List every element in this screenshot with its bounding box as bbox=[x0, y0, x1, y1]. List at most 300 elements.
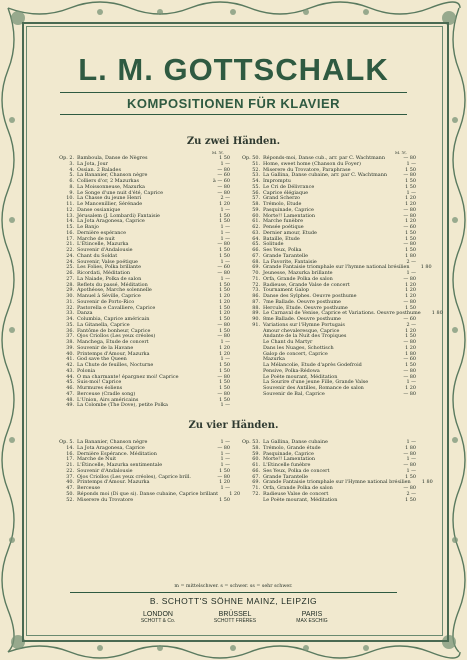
work-title: Apothéose, Marche solennelle bbox=[77, 287, 152, 294]
opus-number: 47. bbox=[66, 390, 74, 397]
work-title: Grande Fantaisie triomphale sur l'hymne national brésilien bbox=[263, 264, 410, 271]
opus-number: 56. bbox=[252, 189, 260, 196]
work-title: La Jota Aragonesa, Caprice bbox=[77, 444, 145, 451]
price: — 80 bbox=[403, 367, 416, 374]
opus-number: 37. bbox=[66, 333, 74, 340]
opus-number: 52. bbox=[252, 166, 260, 173]
work-title: Trémolo, Grande étude bbox=[263, 444, 321, 451]
price: 2 — bbox=[220, 195, 230, 202]
work-title: Manchega, Etude de concert bbox=[77, 339, 149, 345]
price: 1 50 bbox=[219, 281, 230, 288]
city-block bbox=[120, 611, 196, 624]
price: — 60 bbox=[403, 356, 416, 363]
price: 1 — bbox=[220, 339, 230, 345]
price: 1 — bbox=[220, 258, 230, 265]
divider bbox=[70, 592, 397, 593]
price: — 80 bbox=[403, 339, 416, 345]
work-title: Solitude bbox=[263, 241, 284, 248]
work-title: Les Folies, Polka brillante bbox=[77, 264, 142, 271]
work-title: Souvenir, Valse poétique bbox=[77, 258, 138, 265]
price: — 80 bbox=[217, 183, 230, 190]
price: — 80 bbox=[403, 212, 416, 219]
opus-number: 3. bbox=[69, 160, 74, 167]
opus-number: 41. bbox=[66, 356, 74, 363]
work-title: 8me Ballade. Oeuvre posthume bbox=[263, 316, 341, 322]
price: — 80 bbox=[403, 275, 416, 282]
work-title: Le Poète mourant, Méditation bbox=[263, 496, 338, 503]
price: 1 80 bbox=[431, 310, 443, 317]
price: 1 50 bbox=[219, 155, 230, 161]
work-title: Ricordati, Méditation bbox=[77, 270, 131, 276]
price: — 80 bbox=[217, 321, 230, 328]
opus-number: 6. bbox=[69, 178, 74, 184]
work-title: Réponds moi (Di que si). Danse cubaine, Caprice brillant bbox=[77, 490, 219, 497]
price: 1 20 bbox=[405, 201, 416, 207]
price: 1 50 bbox=[405, 183, 416, 190]
opus-number: 32. bbox=[66, 304, 74, 311]
work-title: Amour chevaleresque, Caprice bbox=[263, 327, 340, 334]
opus-number: Op. 53. bbox=[241, 439, 260, 445]
opus-number: 66. bbox=[252, 467, 260, 474]
opus-number: 17. bbox=[66, 456, 74, 463]
opus-number: 60. bbox=[252, 456, 260, 463]
price: 1 50 bbox=[405, 247, 416, 253]
work-title: Souvenir de la Havane bbox=[77, 344, 134, 351]
work-title: Berceuse bbox=[77, 485, 101, 491]
work-title: Radieuse, Grande Valse de concert bbox=[263, 281, 350, 288]
price: — 80 bbox=[217, 444, 230, 451]
opus-number: 86. bbox=[252, 293, 260, 299]
work-title: La Gallina, Danse cubaine, arr. par C. Wachtmann bbox=[263, 172, 388, 179]
opus-number: 24. bbox=[66, 252, 74, 259]
opus-number: 72. bbox=[252, 281, 260, 288]
price: 1 50 bbox=[405, 333, 416, 340]
work-title: Orfa, Grande Polka de salon bbox=[263, 275, 333, 282]
catalog-entry bbox=[52, 403, 230, 409]
price: — 80 bbox=[403, 373, 416, 380]
page-subtitle: KOMPOSITIONEN FÜR KLAVIER bbox=[126, 96, 341, 111]
price: 1 50 bbox=[219, 467, 230, 474]
opus-number: 68. bbox=[252, 258, 260, 265]
opus-number: 43. bbox=[66, 367, 74, 374]
four-hands-right-column bbox=[238, 439, 433, 503]
work-title: La Sourire d'une jeune Fille, Grande Valse bbox=[263, 379, 369, 386]
work-title: Dernière Espérance. Méditation bbox=[77, 450, 157, 457]
opus-number: 25. bbox=[66, 264, 74, 271]
opus-number: 55. bbox=[252, 183, 260, 190]
work-title: Orfa, Grande Polka de salon bbox=[263, 485, 333, 491]
work-title: Danse ossianique bbox=[77, 206, 121, 213]
price: 1 20 bbox=[219, 479, 230, 486]
opus-number: 57. bbox=[252, 195, 260, 202]
price: 1 80 bbox=[405, 252, 416, 259]
work-title: 7me Ballade. Oeuvre posthume bbox=[263, 298, 341, 305]
opus-number: 4. bbox=[69, 166, 74, 173]
price: 1 50 bbox=[219, 396, 230, 403]
price: 1 — bbox=[406, 467, 416, 474]
price: — 80 bbox=[403, 172, 416, 179]
price: 2 — bbox=[406, 321, 416, 328]
work-title: Dernière espérance bbox=[77, 229, 127, 236]
price: — 60 bbox=[403, 316, 416, 322]
price: 1 80 bbox=[405, 350, 416, 357]
price: 1 50 bbox=[219, 304, 230, 311]
work-title: Andante de la Nuit des Tropiques bbox=[263, 333, 347, 340]
opus-number: 65. bbox=[252, 241, 260, 248]
work-title: Pensive, Polka-Rédowa bbox=[263, 367, 320, 374]
city-block bbox=[274, 611, 350, 624]
price: 1 — bbox=[220, 206, 230, 213]
publishing-house: MAX ESCHIG bbox=[296, 618, 328, 624]
work-title: Pasquinade, Caprice bbox=[263, 206, 314, 213]
price: 1 50 bbox=[405, 166, 416, 173]
work-title: Danse des Sylphes. Oeuvre posthume bbox=[263, 293, 357, 299]
work-title: Morte!! Lamentation bbox=[263, 456, 315, 463]
work-title: La Colombe (The Dove), petite Polka bbox=[77, 402, 168, 409]
price: 1 — bbox=[220, 402, 230, 409]
price: 1 50 bbox=[219, 327, 230, 334]
opus-number: 70. bbox=[252, 270, 260, 276]
work-title: Chant du Soldat bbox=[77, 252, 118, 259]
price: 1 — bbox=[406, 439, 416, 445]
opus-number: 22. bbox=[66, 467, 74, 474]
price: 1 — bbox=[220, 450, 230, 457]
price: 1 50 bbox=[219, 212, 230, 219]
price: — 80 bbox=[217, 473, 230, 480]
price: 1 50 bbox=[219, 385, 230, 391]
opus-number: 58. bbox=[252, 444, 260, 451]
opus-number: 33. bbox=[66, 310, 74, 317]
price: — 80 bbox=[403, 298, 416, 305]
opus-number: 67. bbox=[252, 473, 260, 480]
composer-name: L. M. GOTTSCHALK bbox=[78, 52, 389, 87]
price: 1 50 bbox=[219, 496, 230, 503]
opus-number: 10. bbox=[66, 195, 74, 202]
price: 1 80 bbox=[420, 264, 432, 271]
price: — 60 bbox=[217, 264, 230, 271]
work-title: Pensée poétique bbox=[263, 224, 304, 230]
opus-number: 59. bbox=[252, 450, 260, 457]
opus-number: 5. bbox=[69, 172, 74, 179]
opus-number: 67. bbox=[252, 252, 260, 259]
price: 1 — bbox=[220, 439, 230, 445]
price: 1 50 bbox=[405, 362, 416, 368]
price: 1 — bbox=[220, 485, 230, 491]
opus-number: 58. bbox=[252, 201, 260, 207]
opus-number: 16. bbox=[66, 450, 74, 457]
opus-number: 37. bbox=[66, 473, 74, 480]
work-title: O ma charmante! épargnez moi! Caprice bbox=[77, 373, 179, 380]
work-title: Miserere du Trovatore, Paraphrase bbox=[263, 166, 351, 173]
price: — 80 bbox=[403, 206, 416, 213]
opus-number: 50. bbox=[66, 490, 74, 497]
opus-number: 28. bbox=[66, 281, 74, 288]
price: 1 80 bbox=[421, 479, 433, 486]
price: 1 50 bbox=[405, 496, 416, 503]
work-title: Bamboula, Danse de Nègres bbox=[77, 155, 148, 161]
work-title: Trémolo, Etude bbox=[263, 201, 302, 207]
opus-number: 54. bbox=[252, 178, 260, 184]
section-heading-four-hands: Zu vier Händen. bbox=[188, 420, 279, 431]
work-title: Le Carnaval de Venise, Caprice et Variations. Oeuvre posthume bbox=[263, 310, 421, 317]
work-title: Souvenir d'Andalousie bbox=[77, 467, 133, 474]
opus-number: 61. bbox=[252, 462, 260, 468]
work-title: Colliers d'or, 2 Mazurkas bbox=[77, 178, 140, 184]
opus-number: 69. bbox=[252, 264, 260, 271]
price: 2 — bbox=[406, 490, 416, 497]
price: 1 20 bbox=[219, 344, 230, 351]
opus-number: 9. bbox=[69, 189, 74, 196]
opus-number: 40. bbox=[66, 350, 74, 357]
work-title: Reflets du passé, Méditation bbox=[77, 281, 148, 288]
work-title: Souvenir des Antilles, Romance de salon bbox=[263, 385, 364, 391]
opus-number: 22. bbox=[66, 247, 74, 253]
opus-number: 39. bbox=[66, 344, 74, 351]
opus-number: 69. bbox=[252, 479, 260, 486]
opus-number: 53. bbox=[252, 172, 260, 179]
work-title: Galop de concert, Caprice bbox=[263, 350, 328, 357]
opus-number: 16. bbox=[66, 229, 74, 236]
opus-number: 87. bbox=[252, 298, 260, 305]
work-title: Ossian. 2 Balades bbox=[77, 166, 121, 173]
price: 1 — bbox=[220, 356, 230, 363]
opus-number: 91. bbox=[252, 321, 260, 328]
work-title: La Favorite, Fantaisie bbox=[263, 258, 317, 265]
opus-number: 35. bbox=[66, 321, 74, 328]
price: 1 50 bbox=[405, 473, 416, 480]
opus-number: 64. bbox=[252, 235, 260, 242]
work-title: L'Etincelle funèbre bbox=[263, 462, 311, 468]
four-hands-listing bbox=[52, 439, 433, 503]
price: 1 — bbox=[406, 379, 416, 386]
work-title: La Naiade, Polka de salon bbox=[77, 275, 142, 282]
opus-number: 14. bbox=[66, 218, 74, 225]
work-title: Souvenir de Bal, Caprice bbox=[263, 390, 325, 397]
opus-number: 59. bbox=[252, 206, 260, 213]
work-title: La Moissonneuse, Mazurka bbox=[77, 183, 145, 190]
work-title: L'Étincelle, Mazurka bbox=[77, 241, 129, 248]
price: 1 50 bbox=[405, 178, 416, 184]
work-title: Souvenir de Porto-Rico bbox=[77, 298, 135, 305]
price: 1 20 bbox=[219, 350, 230, 357]
price: 1 20 bbox=[219, 298, 230, 305]
price: 1 20 bbox=[219, 201, 230, 207]
price: 2 — bbox=[406, 258, 416, 265]
work-title: Dans les Nuages, Schottisch bbox=[263, 344, 334, 351]
work-title: Grand Scherzo bbox=[263, 195, 300, 202]
price: 1 20 bbox=[405, 344, 416, 351]
publisher-name: B. SCHOTT'S SÖHNE MAINZ, LEIPZIG bbox=[149, 596, 318, 606]
work-title: Polonia bbox=[77, 367, 96, 374]
work-title: La Gitanella, Caprice bbox=[77, 321, 130, 328]
work-title: La Jota Aragonesa, Caprice bbox=[77, 218, 145, 225]
opus-number: Op. 5. bbox=[59, 439, 74, 445]
work-title: Marche de nuit bbox=[77, 235, 116, 242]
four-hands-left-column bbox=[52, 439, 241, 503]
price: 1 — bbox=[220, 456, 230, 463]
opus-number: 15. bbox=[66, 224, 74, 230]
work-title: L'Étincelle, Mazurka sentimentale bbox=[77, 462, 163, 468]
opus-number: 11. bbox=[66, 201, 74, 207]
price: 1 50 bbox=[219, 252, 230, 259]
work-title: La Bananier, Chanson nègre bbox=[77, 439, 148, 445]
price: 1 50 bbox=[219, 379, 230, 386]
opus-number: Op. 50. bbox=[241, 155, 260, 161]
opus-number: 31. bbox=[66, 298, 74, 305]
opus-number: 13. bbox=[66, 212, 74, 219]
opus-number: 8. bbox=[69, 183, 74, 190]
price: — 80 bbox=[217, 390, 230, 397]
opus-number: 42. bbox=[66, 362, 74, 368]
opus-number: 66. bbox=[252, 247, 260, 253]
work-title: Jeunesse, Mazurka brillante bbox=[263, 270, 333, 276]
work-title: Caprice élégiaque bbox=[263, 189, 309, 196]
publishing-house: SCHOTT & Co. bbox=[140, 618, 176, 624]
work-title: Le Cri de Délivrance bbox=[263, 183, 315, 190]
price: 1 20 bbox=[405, 218, 416, 225]
opus-number bbox=[238, 392, 263, 398]
work-title: Réponds-moi, Danse cub., arr. par C. Wachtmann bbox=[263, 155, 385, 161]
price: 1 — bbox=[406, 160, 416, 167]
price: 1 — bbox=[406, 189, 416, 196]
price: 1 20 bbox=[405, 287, 416, 294]
price: — 80 bbox=[217, 373, 230, 380]
price: — 80 bbox=[403, 450, 416, 457]
work-title: Jérusalem (J. Lombardi) Fantaisie bbox=[77, 212, 160, 219]
publisher-cities bbox=[120, 611, 350, 624]
work-title: Marche funèbre bbox=[263, 218, 303, 225]
work-title: Berceuse (Cradle song) bbox=[77, 390, 136, 397]
opus-number: 63. bbox=[252, 229, 260, 236]
work-title: Le Chant du Martyr bbox=[263, 339, 313, 345]
work-title: Ses Yeux, Polka bbox=[263, 247, 302, 253]
price: à — 60 bbox=[212, 178, 230, 184]
work-title: Dernier amour, Etude bbox=[263, 229, 317, 236]
opus-number: Op. 2. bbox=[59, 155, 74, 161]
work-title: Murmures éoliens bbox=[77, 385, 123, 391]
section-heading-two-hands: Zu zwei Händen. bbox=[186, 136, 281, 147]
opus-number: 27. bbox=[66, 275, 74, 282]
price: 1 50 bbox=[405, 304, 416, 311]
work-title: Le Banjo bbox=[77, 224, 99, 230]
price: 1 80 bbox=[405, 444, 416, 451]
work-title: Ses Yeux, Polka de concert bbox=[263, 467, 330, 474]
price: 1 — bbox=[220, 275, 230, 282]
opus-number: 36. bbox=[66, 327, 74, 334]
price: — 80 bbox=[217, 166, 230, 173]
catalog-entry bbox=[238, 498, 416, 504]
work-title: Variations sur l'Hymne Portugais bbox=[263, 321, 345, 328]
work-title: Marche de Nuit bbox=[77, 456, 117, 463]
work-title: La Bananier, Chanson nègre bbox=[77, 172, 148, 179]
work-title: Pasquinade, Caprice bbox=[263, 450, 314, 457]
opus-number: 40. bbox=[66, 479, 74, 486]
opus-number: 90. bbox=[252, 316, 260, 322]
price: 1 — bbox=[220, 229, 230, 236]
price: — 80 bbox=[403, 485, 416, 491]
divider bbox=[60, 92, 407, 93]
work-title: Tournament Galop bbox=[263, 287, 310, 294]
price: 1 50 bbox=[405, 235, 416, 242]
publishing-house: SCHOTT FRÈRES bbox=[213, 618, 257, 624]
difficulty-legend: m = mittelschwer. s = schwer. ss = sehr schwer. bbox=[174, 584, 293, 589]
work-title: Suis-moi! Caprice bbox=[77, 379, 122, 386]
opus-number: 73. bbox=[252, 287, 260, 294]
catalog-entry bbox=[238, 392, 416, 398]
two-hands-right-column bbox=[238, 155, 443, 409]
price: — 60 bbox=[403, 224, 416, 230]
opus-number: 45. bbox=[66, 379, 74, 386]
opus-number: 51. bbox=[252, 160, 260, 167]
work-title: Ojos Criollos (Les yeux créoles) bbox=[77, 333, 156, 340]
price: 1 — bbox=[406, 270, 416, 276]
opus-number: 71. bbox=[252, 485, 260, 491]
opus-number: 26. bbox=[66, 270, 74, 276]
opus-number: 46. bbox=[66, 385, 74, 391]
work-title: Printemps d'Amour. Mazurka bbox=[77, 479, 150, 486]
opus-number: 72. bbox=[252, 490, 260, 497]
opus-number: 44. bbox=[66, 373, 74, 380]
price: 1 — bbox=[220, 160, 230, 167]
price: 1 50 bbox=[219, 218, 230, 225]
work-title: Souvenir d'Andalousie bbox=[77, 247, 133, 253]
price: — 80 bbox=[217, 241, 230, 248]
price: 1 50 bbox=[219, 362, 230, 368]
work-title: Grande Fantaisie triomphale sur l'Hymne national brésilien bbox=[263, 479, 411, 486]
work-title: Hercule, Etude. Oeuvre posthume bbox=[263, 304, 348, 311]
work-title: Pastorella e Cavalliere, Caprice bbox=[77, 304, 156, 311]
work-title: Danza bbox=[77, 310, 93, 317]
work-title: La Chute de feuilles, Nocturne bbox=[77, 362, 154, 368]
work-title: Bataille, Etude bbox=[263, 235, 300, 242]
work-title: Fantôme de bonheur, Caprice bbox=[77, 327, 151, 334]
price: 1 — bbox=[406, 456, 416, 463]
opus-number: 48. bbox=[66, 396, 74, 403]
opus-number: 21. bbox=[66, 462, 74, 468]
price-column-header: M. ℳ. bbox=[395, 150, 408, 155]
price: 1 20 bbox=[405, 293, 416, 299]
opus-number: 89. bbox=[252, 310, 260, 317]
opus-number: 61. bbox=[252, 218, 260, 225]
price: 1 20 bbox=[219, 310, 230, 317]
opus-number: 49. bbox=[66, 402, 74, 409]
work-title: Grande Tarantelle bbox=[263, 473, 308, 480]
price: — 60 bbox=[217, 172, 230, 179]
opus-number: 47. bbox=[66, 485, 74, 491]
opus-number: 38. bbox=[66, 339, 74, 345]
opus-number: 88. bbox=[252, 304, 260, 311]
price: 1 20 bbox=[219, 293, 230, 299]
price: 1 20 bbox=[405, 195, 416, 202]
price: 1 50 bbox=[219, 316, 230, 322]
work-title: Home, sweet home (Chanson du Foyer) bbox=[263, 160, 361, 167]
price: 1 — bbox=[220, 224, 230, 230]
price: 1 20 bbox=[229, 490, 241, 497]
work-title: La Jota, Jour bbox=[77, 160, 109, 167]
work-title: Grande Tarantelle bbox=[263, 252, 308, 259]
work-title: La Mélancolie, Etude d'après Godefroid bbox=[263, 362, 362, 368]
price: 1 50 bbox=[405, 229, 416, 236]
opus-number: 14. bbox=[66, 444, 74, 451]
work-title: L'Union, Airs américains bbox=[77, 396, 139, 403]
price: 1 50 bbox=[219, 367, 230, 374]
price: — 80 bbox=[217, 189, 230, 196]
price: 1 20 bbox=[405, 385, 416, 391]
price: — 80 bbox=[217, 270, 230, 276]
price: — 80 bbox=[403, 390, 416, 397]
work-title: Columbia, Caprice américain bbox=[77, 316, 150, 322]
opus-number: 12. bbox=[66, 206, 74, 213]
